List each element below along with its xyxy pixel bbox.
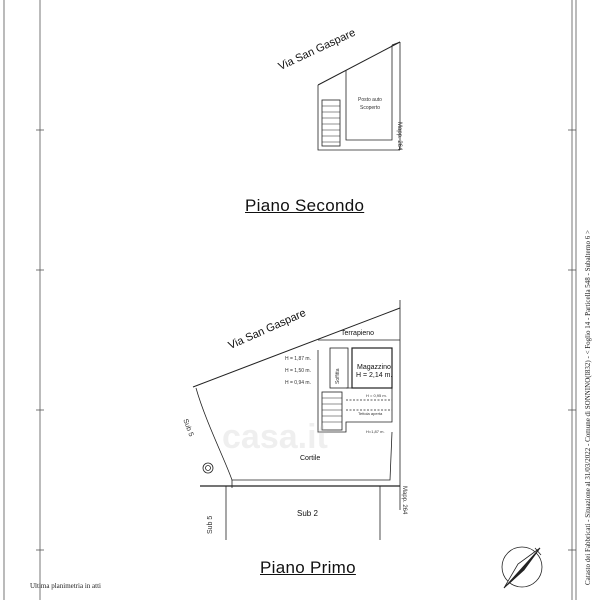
heading-piano-primo: Piano Primo <box>260 558 356 577</box>
label-h2: H = 1,50 m. <box>285 368 311 374</box>
north-arrow-icon <box>502 547 542 588</box>
label-terrapieno: Terrapieno <box>341 330 375 337</box>
side-caption: Catasto dei Fabbricati - Situazione al 31/03/2022 - Comune di SONNINO(I832) - < Foglio 14 - Particella 548 - Subalterno 6 > <box>584 230 592 585</box>
watermark: casa.it <box>222 418 328 456</box>
label-magazzino-height: H = 2,14 m. <box>356 372 393 379</box>
footer-note: Ultima planimetria in atti <box>30 582 101 590</box>
room-label-posto-auto: Posto auto <box>358 97 382 103</box>
mapp-label-first: Mapp. 264 <box>401 486 407 515</box>
label-sub-5-upper: Sub 5 <box>181 418 195 438</box>
label-h5: H=1,87 m. <box>366 429 385 434</box>
label-h1: H = 1,87 m. <box>285 356 311 362</box>
label-sub-5-lower: Sub 5 <box>207 515 214 534</box>
room-label-scoperto: Scoperto <box>360 105 381 111</box>
label-cortile: Cortile <box>300 455 321 462</box>
label-soffitta: Soffitta <box>335 368 341 384</box>
label-h4: H = 0,95 m. <box>366 393 387 398</box>
plan-piano-secondo <box>318 42 400 150</box>
mapp-label-second: Mapp. 264 <box>396 122 402 151</box>
label-magazzino: Magazzino <box>357 364 391 371</box>
label-sub-2: Sub 2 <box>297 509 318 518</box>
street-label-first: Via San Gaspare <box>226 307 308 353</box>
sheet-border <box>4 0 576 600</box>
heading-piano-secondo: Piano Secondo <box>245 196 365 215</box>
street-label-second: Via San Gaspare <box>276 26 358 73</box>
label-tettoia: Tettoia aperta <box>358 411 383 416</box>
label-h3: H = 0,94 m. <box>285 380 311 386</box>
